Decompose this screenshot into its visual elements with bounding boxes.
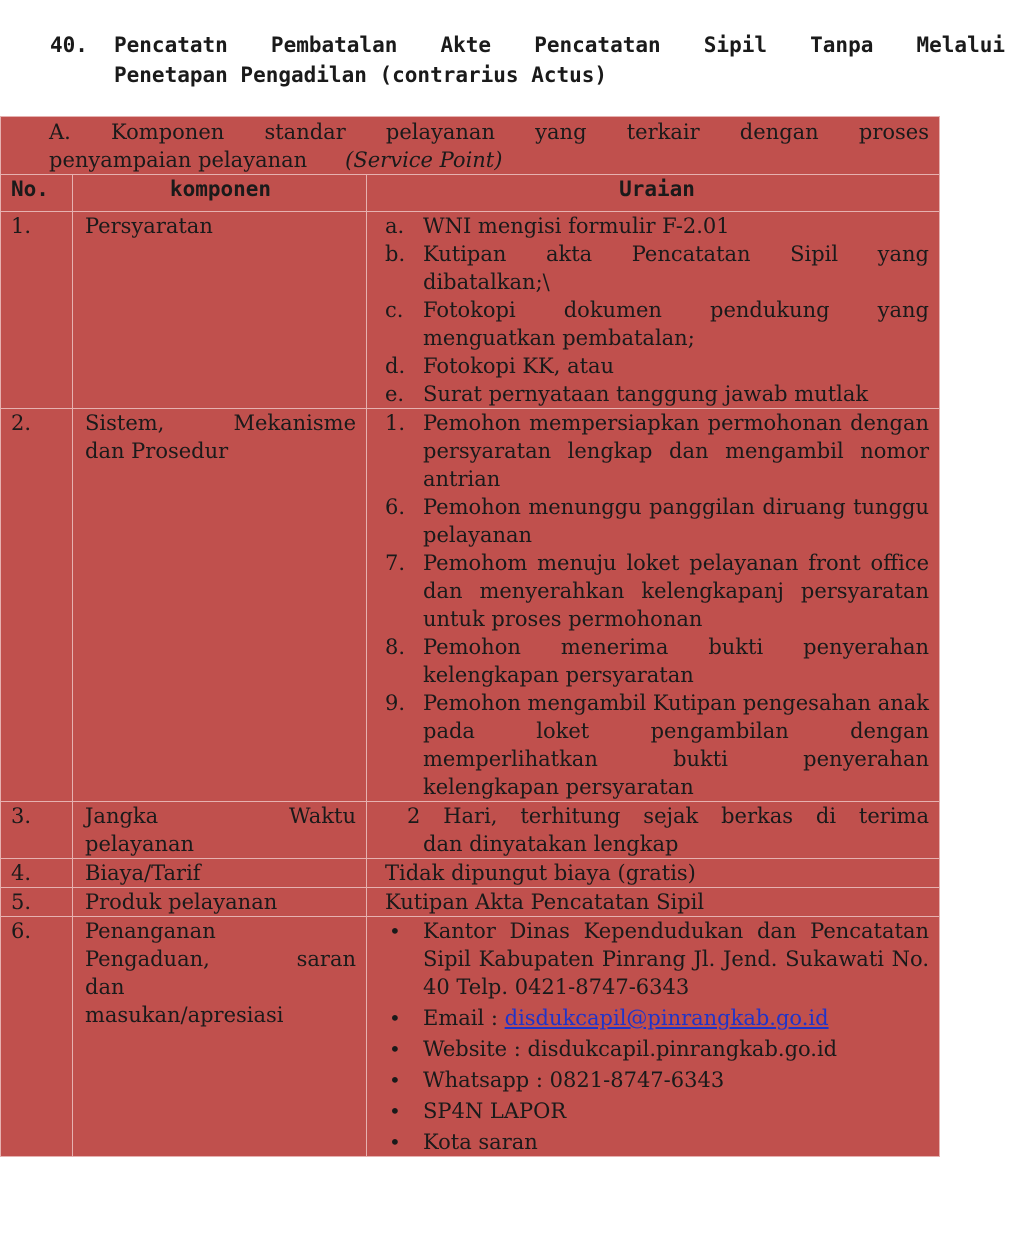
row-komponen: Produk pelayanan — [73, 888, 367, 917]
row-uraian: Kutipan Akta Pencatatan Sipil — [367, 888, 940, 917]
row-uraian — [367, 802, 940, 859]
row-number: 6. — [1, 917, 73, 1157]
requirements-list — [385, 212, 929, 408]
complaint-channels-list — [385, 917, 929, 1156]
whatsapp-text: Whatsapp : 0821-8747-6343 — [423, 1068, 725, 1092]
list-marker: c. — [385, 298, 404, 322]
komponen-line: Penanganan — [85, 919, 216, 943]
website-text: Website : disdukcapil.pinrangkab.go.id — [423, 1037, 838, 1061]
list-marker: 6. — [385, 495, 406, 519]
list-marker: b. — [385, 242, 406, 266]
table-header-row — [1, 175, 940, 212]
header-komponen: komponen — [73, 175, 367, 212]
list-item — [385, 493, 929, 549]
bullet-icon: • — [389, 1068, 401, 1092]
heading-line-2: Penetapan Pengadilan (contrarius Actus) — [114, 63, 608, 87]
list-item — [385, 212, 929, 240]
list-item — [385, 240, 929, 296]
email-label: Email : — [423, 1006, 505, 1030]
row-number: 1. — [1, 212, 73, 409]
komponen-line: dan Prosedur — [85, 439, 229, 463]
bullet-icon: • — [389, 1037, 401, 1061]
row-komponen — [73, 917, 367, 1157]
bullet-icon: • — [389, 1099, 401, 1123]
list-item — [385, 917, 929, 1001]
table-row — [1, 917, 940, 1157]
komponen-line: pelayanan — [85, 832, 195, 856]
komponen-line: Jangka Waktu — [85, 804, 356, 828]
intro-service-point: (Service Point) — [345, 148, 503, 172]
komponen-line: Pengaduan, saran — [85, 947, 356, 971]
row-number: 3. — [1, 802, 73, 859]
intro-line-1: A. Komponen standar pelayanan yang terkair dengan proses — [49, 120, 929, 144]
komponen-line: masukan/apresiasi — [85, 1003, 284, 1027]
list-marker: e. — [385, 382, 405, 406]
heading-line-1: Pencatatn Pembatalan Akte Pencatatan Sipil Tanpa Melalui — [114, 33, 1005, 57]
row-uraian — [367, 409, 940, 802]
row-uraian — [367, 212, 940, 409]
office-address: Kantor Dinas Kependudukan dan Pencatatan Sipil Kabupaten Pinrang Jl. Jend. Sukawati No. 40 Telp. 0421-8747-6343 — [423, 919, 929, 999]
list-item — [385, 1066, 929, 1094]
row-uraian: Tidak dipungut biaya (gratis) — [367, 859, 940, 888]
list-item — [385, 296, 929, 352]
list-text: Kutipan akta Pencatatan Sipil yang dibatalkan;\ — [423, 242, 929, 294]
email-link[interactable]: disdukcapil@pinrangkab.go.id — [504, 1006, 829, 1030]
list-marker: 9. — [385, 691, 406, 715]
list-marker: 7. — [385, 551, 406, 575]
bullet-icon: • — [389, 919, 401, 943]
uraian-line: 2 Hari, terhitung sejak berkas di terima — [407, 804, 929, 828]
row-komponen: Biaya/Tarif — [73, 859, 367, 888]
komponen-line: Sistem, Mekanisme — [85, 411, 356, 435]
list-item — [385, 352, 929, 380]
sp4n-text: SP4N LAPOR — [423, 1099, 567, 1123]
list-text: Pemohon mengambil Kutipan pengesahan anak pada loket pengambilan dengan memperlihatkan bukti penyerahan kelengkapan persyaratan — [423, 691, 929, 799]
list-text: Fotokopi dokumen pendukung yang menguatkan pembatalan; — [423, 298, 929, 350]
header-uraian: Uraian — [367, 175, 940, 212]
row-number: 2. — [1, 409, 73, 802]
table-row — [1, 859, 940, 888]
heading-number: 40. — [50, 33, 88, 57]
procedure-list — [385, 409, 929, 801]
bullet-icon: • — [389, 1006, 401, 1030]
intro-line-2 — [49, 146, 929, 174]
intro-line-2-text: penyampaian pelayanan — [49, 148, 308, 172]
komponen-line: dan — [85, 975, 125, 999]
list-item — [385, 689, 929, 801]
list-text: Pemohon mempersiapkan permohonan dengan persyaratan lengkap dan mengambil nomor antrian — [423, 411, 929, 491]
list-item — [385, 1035, 929, 1063]
list-item — [385, 633, 929, 689]
list-item — [385, 380, 929, 408]
list-marker: d. — [385, 354, 406, 378]
list-text: Surat pernyataan tanggung jawab mutlak — [423, 382, 869, 406]
row-number: 4. — [1, 859, 73, 888]
list-text: WNI mengisi formulir F-2.01 — [423, 214, 730, 238]
list-marker: 1. — [385, 411, 406, 435]
list-item — [385, 409, 929, 493]
list-item — [385, 549, 929, 633]
list-text: Fotokopi KK, atau — [423, 354, 615, 378]
list-item — [385, 1004, 929, 1032]
row-komponen — [73, 802, 367, 859]
list-marker: a. — [385, 214, 405, 238]
table-row — [1, 888, 940, 917]
row-number: 5. — [1, 888, 73, 917]
list-marker: 8. — [385, 635, 406, 659]
uraian-line: dan dinyatakan lengkap — [423, 832, 679, 856]
list-text: Pemohom menuju loket pelayanan front office dan menyerahkan kelengkapanj persyaratan untuk proses permohonan — [423, 551, 929, 631]
row-komponen: Persyaratan — [73, 212, 367, 409]
table-intro-row — [1, 117, 940, 175]
bullet-icon: • — [389, 1130, 401, 1154]
list-text: Pemohon menunggu panggilan diruang tunggu pelayanan — [423, 495, 929, 547]
list-item — [385, 1097, 929, 1125]
service-standard-table — [0, 116, 940, 1157]
table-row — [1, 409, 940, 802]
row-komponen — [73, 409, 367, 802]
row-uraian — [367, 917, 940, 1157]
header-no: No. — [1, 175, 73, 212]
list-text: Pemohon menerima bukti penyerahan kelengkapan persyaratan — [423, 635, 929, 687]
table-row — [1, 802, 940, 859]
table-row — [1, 212, 940, 409]
list-item — [385, 1128, 929, 1156]
table-intro — [1, 117, 940, 175]
kota-saran-text: Kota saran — [423, 1130, 538, 1154]
